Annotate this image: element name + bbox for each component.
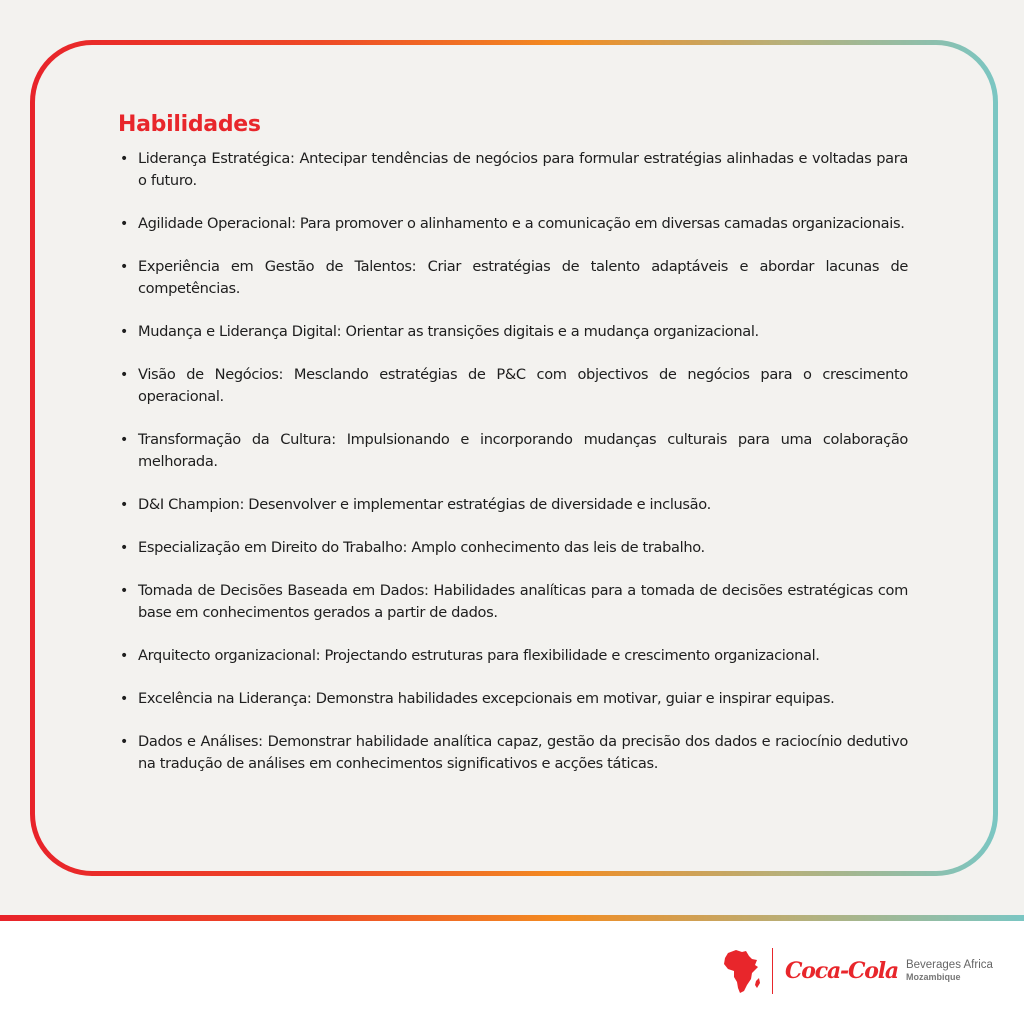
skill-text: Experiência em Gestão de Talentos: Criar estratégias de talento adaptáveis e abordar lacunas de competências. [138,258,908,297]
bullet-icon: • [120,497,128,513]
skills-list [118,148,908,775]
bullet-icon: • [120,259,128,275]
brand-text [906,959,993,983]
bullet-icon: • [120,691,128,707]
skill-item [118,364,908,408]
skill-item [118,580,908,624]
skill-item [118,645,908,667]
bullet-icon: • [120,734,128,750]
africa-map-icon [722,947,762,995]
skill-text: Visão de Negócios: Mesclando estratégias de P&C com objectivos de negócios para o crescimento operacional. [138,366,908,405]
skill-text: Excelência na Liderança: Demonstra habilidades excepcionais em motivar, guiar e inspirar equipas. [138,690,835,707]
skill-text: Tomada de Decisões Baseada em Dados: Habilidades analíticas para a tomada de decisões estratégicas com base em conhecimentos gerados a partir de dados. [138,582,908,621]
bullet-icon: • [120,583,128,599]
skill-text: D&I Champion: Desenvolver e implementar estratégias de diversidade e inclusão. [138,496,711,513]
skill-item [118,148,908,192]
bullet-icon: • [120,367,128,383]
skill-text: Dados e Análises: Demonstrar habilidade analítica capaz, gestão da precisão dos dados e raciocínio dedutivo na tradução de análises em conhecimentos significativos e acções táticas. [138,733,908,772]
bullet-icon: • [120,151,128,167]
content [118,112,908,796]
page-title: Habilidades [118,112,261,137]
skill-item [118,494,908,516]
skill-item [118,537,908,559]
skill-item [118,429,908,473]
skill-text: Arquitecto organizacional: Projectando estruturas para flexibilidade e crescimento organizacional. [138,647,820,664]
bullet-icon: • [120,540,128,556]
coca-cola-wordmark: Coca-Cola [785,958,898,984]
skill-item [118,213,908,235]
brand-logo [722,946,993,996]
brand-name: Beverages Africa [905,959,993,972]
bullet-icon: • [120,324,128,340]
skill-text: Especialização em Direito do Trabalho: Amplo conhecimento das leis de trabalho. [138,539,705,556]
skill-text: Liderança Estratégica: Antecipar tendências de negócios para formular estratégias alinhadas e voltadas para o futuro. [138,150,908,189]
skill-text: Agilidade Operacional: Para promover o alinhamento e a comunicação em diversas camadas organizacionais. [138,215,905,232]
bullet-icon: • [120,432,128,448]
bullet-icon: • [120,216,128,232]
skill-item [118,688,908,710]
skill-item [118,731,908,775]
skill-text: Mudança e Liderança Digital: Orientar as transições digitais e a mudança organizacional. [138,323,759,340]
brand-country: Mozambique [905,972,961,983]
skill-item [118,321,908,343]
logo-divider [772,948,773,994]
skill-item [118,256,908,300]
bullet-icon: • [120,648,128,664]
skill-text: Transformação da Cultura: Impulsionando e incorporando mudanças culturais para uma colaboração melhorada. [138,431,908,470]
